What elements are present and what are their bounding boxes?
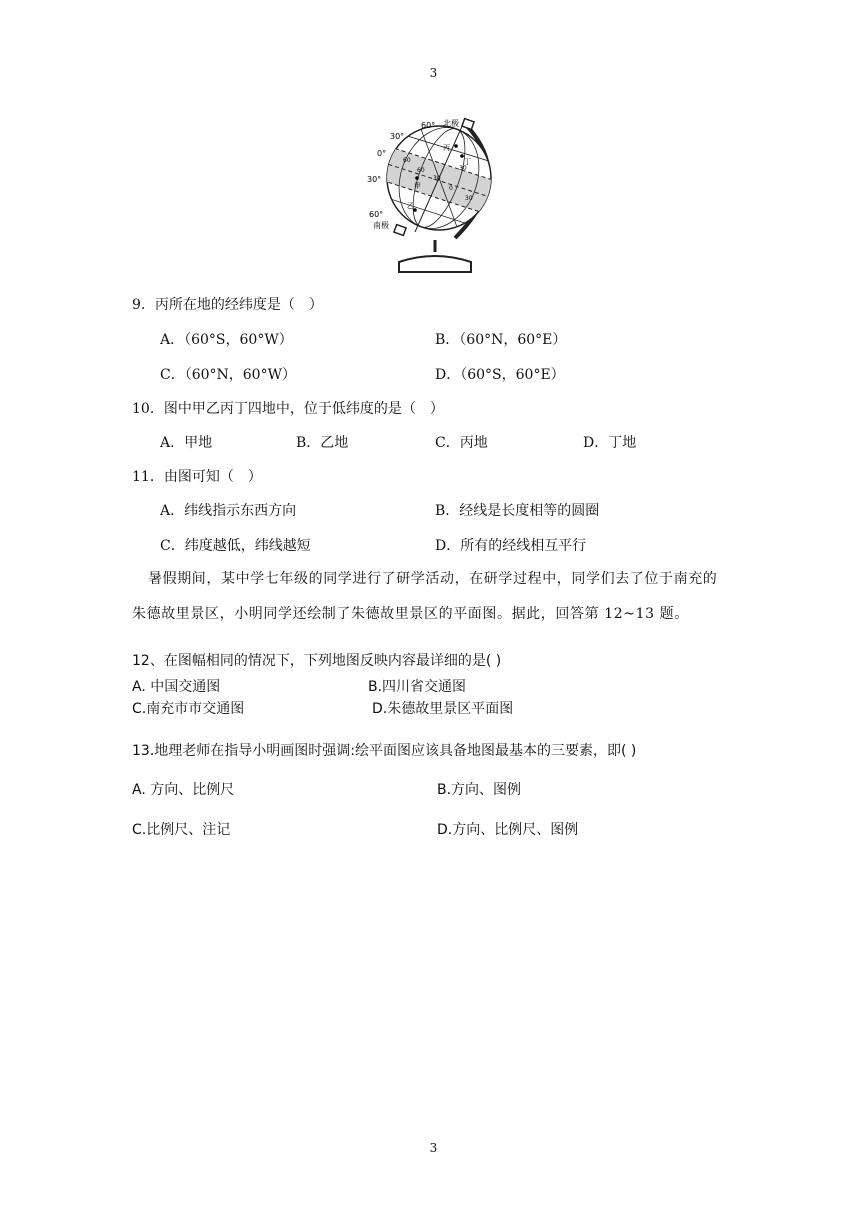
- q12-option-d: D.朱德故里景区平面图: [372, 701, 514, 717]
- num-30-c: 30: [459, 165, 467, 172]
- label-ding: 丁: [464, 158, 471, 166]
- label-30-left: 30°: [390, 132, 405, 141]
- q11-option-a: A．纬线指示东西方向: [160, 503, 297, 519]
- q10-option-c: C．丙地: [435, 435, 488, 451]
- passage-line-2: 朱德故里景区，小明同学还绘制了朱德故里景区的平面图。据此，回答第 12~13 题。: [132, 606, 689, 622]
- question-13-stem: 13.地理老师在指导小明画图时强调:绘平面图应该具备地图最基本的三要素，即( ): [132, 743, 637, 759]
- q11-option-b: B．经线是长度相等的圆圈: [435, 503, 600, 519]
- num-30-b: 30: [465, 195, 473, 202]
- q9-option-d: D．（60°S，60°E）: [435, 367, 565, 383]
- num-0: 0: [449, 185, 453, 192]
- q9-option-c: C．（60°N，60°W）: [160, 367, 296, 383]
- label-30s-left: 30°: [367, 175, 382, 184]
- question-9-stem: 9．丙所在地的经纬度是（ ）: [132, 297, 323, 313]
- q13-option-a: A. 方向、比例尺: [132, 782, 235, 798]
- point-bing: [454, 144, 458, 148]
- num-30-a: 30: [433, 175, 441, 182]
- q12-option-c: C.南充市市交通图: [132, 701, 245, 717]
- question-11-stem: 11．由图可知（ ）: [132, 469, 262, 485]
- label-north-pole: 北极: [443, 119, 459, 128]
- label-yi: 乙: [407, 202, 414, 210]
- q12-option-b: B.四川省交通图: [368, 679, 467, 695]
- label-south-pole: 南极: [373, 221, 389, 230]
- point-jia: [415, 176, 419, 180]
- q13-option-d: D.方向、比例尺、图例: [437, 822, 579, 838]
- q11-option-d: D．所有的经线相互平行: [435, 538, 587, 554]
- q10-option-a: A．甲地: [160, 435, 213, 451]
- q10-option-b: B．乙地: [296, 435, 349, 451]
- q13-option-b: B.方向、图例: [437, 782, 522, 798]
- q11-option-c: C．纬度越低，纬线越短: [160, 538, 311, 554]
- label-0-left: 0°: [377, 149, 387, 158]
- label-bing: 丙: [443, 144, 450, 152]
- q9-option-a: A．（60°S，60°W）: [160, 332, 293, 348]
- page-number-top: 3: [429, 66, 438, 80]
- question-12-stem: 12、在图幅相同的情况下，下列地图反映内容最详细的是( ): [132, 653, 502, 669]
- num-60-a: 60: [403, 157, 411, 164]
- q12-option-a: A. 中国交通图: [132, 679, 221, 695]
- page-number-bottom: 3: [429, 1141, 438, 1155]
- label-jia: 甲: [414, 182, 421, 190]
- label-60s-left: 60°: [369, 210, 384, 219]
- label-60-top: 60°: [421, 121, 436, 130]
- passage-line-1: 暑假期间，某中学七年级的同学进行了研学活动，在研学过程中，同学们去了位于南充的: [148, 571, 718, 587]
- globe-base: [399, 256, 471, 272]
- q9-option-b: B．（60°N，60°E）: [435, 332, 567, 348]
- q13-option-c: C.比例尺、注记: [132, 822, 231, 838]
- q10-option-d: D．丁地: [583, 435, 637, 451]
- question-10-stem: 10．图中甲乙丙丁四地中，位于低纬度的是（ ）: [132, 401, 444, 417]
- num-60-b: 60: [417, 167, 425, 174]
- globe-figure: [355, 112, 515, 278]
